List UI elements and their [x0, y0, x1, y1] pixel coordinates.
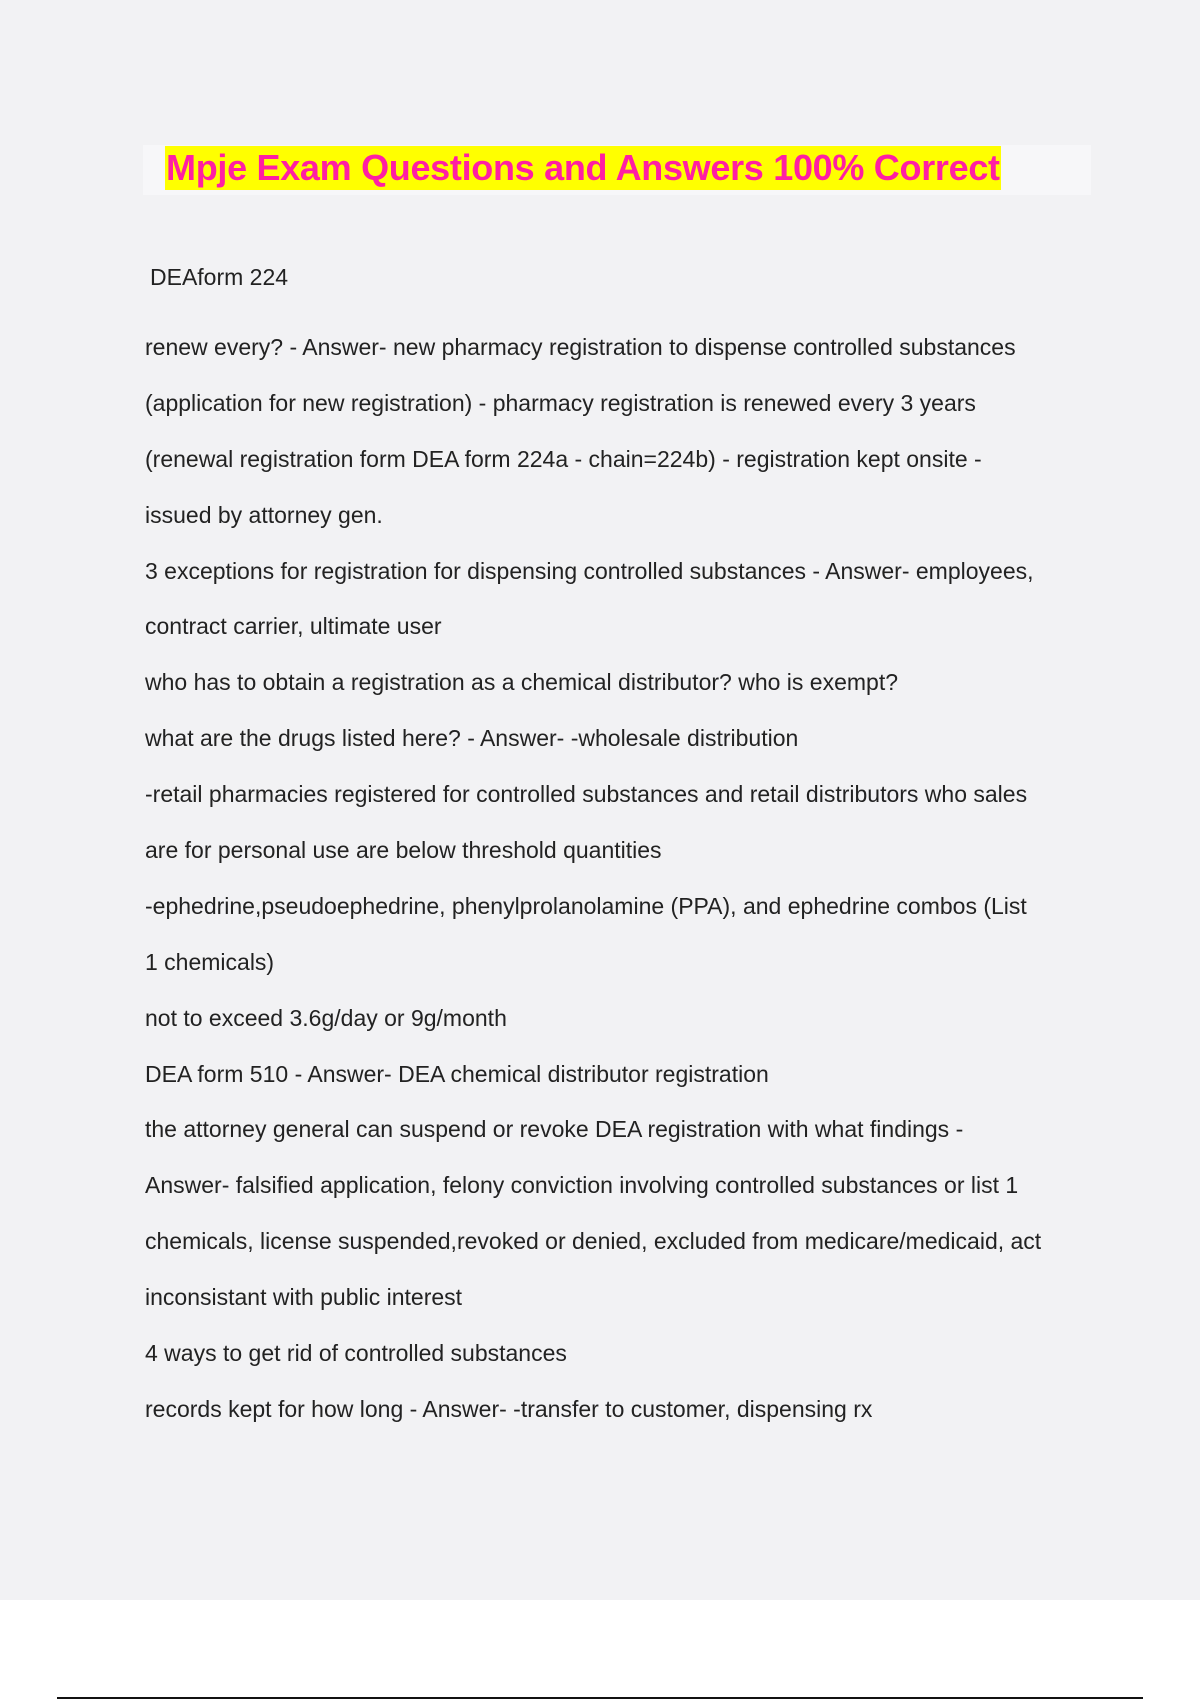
body-line: the attorney general can suspend or revoke DEA registration with what findings - — [145, 1116, 964, 1143]
body-line: 4 ways to get rid of controlled substances — [145, 1340, 567, 1367]
body-line: inconsistant with public interest — [145, 1284, 463, 1311]
body-line: 1 chemicals) — [145, 948, 275, 975]
body-line: records kept for how long - Answer- -transfer to customer, dispensing rx — [145, 1395, 873, 1422]
body-line: (application for new registration) - pharmacy registration is renewed every 3 years — [145, 389, 976, 416]
body-line: renew every? - Answer- new pharmacy registration to dispense controlled substances — [145, 334, 1016, 360]
body-line: Answer- falsified application, felony conviction involving controlled substances or list 1 — [145, 1172, 1019, 1199]
body-line: 3 exceptions for registration for dispensing controlled substances - Answer- employees, — [145, 557, 1034, 584]
body-line: contract carrier, ultimate user — [145, 613, 442, 640]
body-line: -ephedrine,pseudoephedrine, phenylprolanolamine (PPA), and ephedrine combos (List — [145, 892, 1027, 919]
body-line: (renewal registration form DEA form 224a - chain=224b) - registration kept onsite - — [145, 445, 982, 472]
body-line: DEA form 510 - Answer- DEA chemical distributor registration — [145, 1060, 769, 1087]
footer-divider — [57, 1697, 1143, 1699]
body-line: what are the drugs listed here? - Answer- -wholesale distribution — [145, 725, 799, 752]
document-body — [145, 332, 1041, 1450]
section-heading: DEAform 224 — [150, 264, 289, 290]
body-line: -retail pharmacies registered for controlled substances and retail distributors who sales — [145, 781, 1028, 808]
body-line: chemicals, license suspended,revoked or denied, excluded from medicare/medicaid, act — [145, 1228, 1042, 1255]
document-title: Mpje Exam Questions and Answers 100% Correct — [166, 147, 1000, 188]
body-line: who has to obtain a registration as a chemical distributor? who is exempt? — [145, 669, 899, 696]
body-line: issued by attorney gen. — [145, 501, 383, 528]
body-line: not to exceed 3.6g/day or 9g/month — [145, 1004, 507, 1031]
body-line: are for personal use are below threshold quantities — [145, 837, 662, 864]
